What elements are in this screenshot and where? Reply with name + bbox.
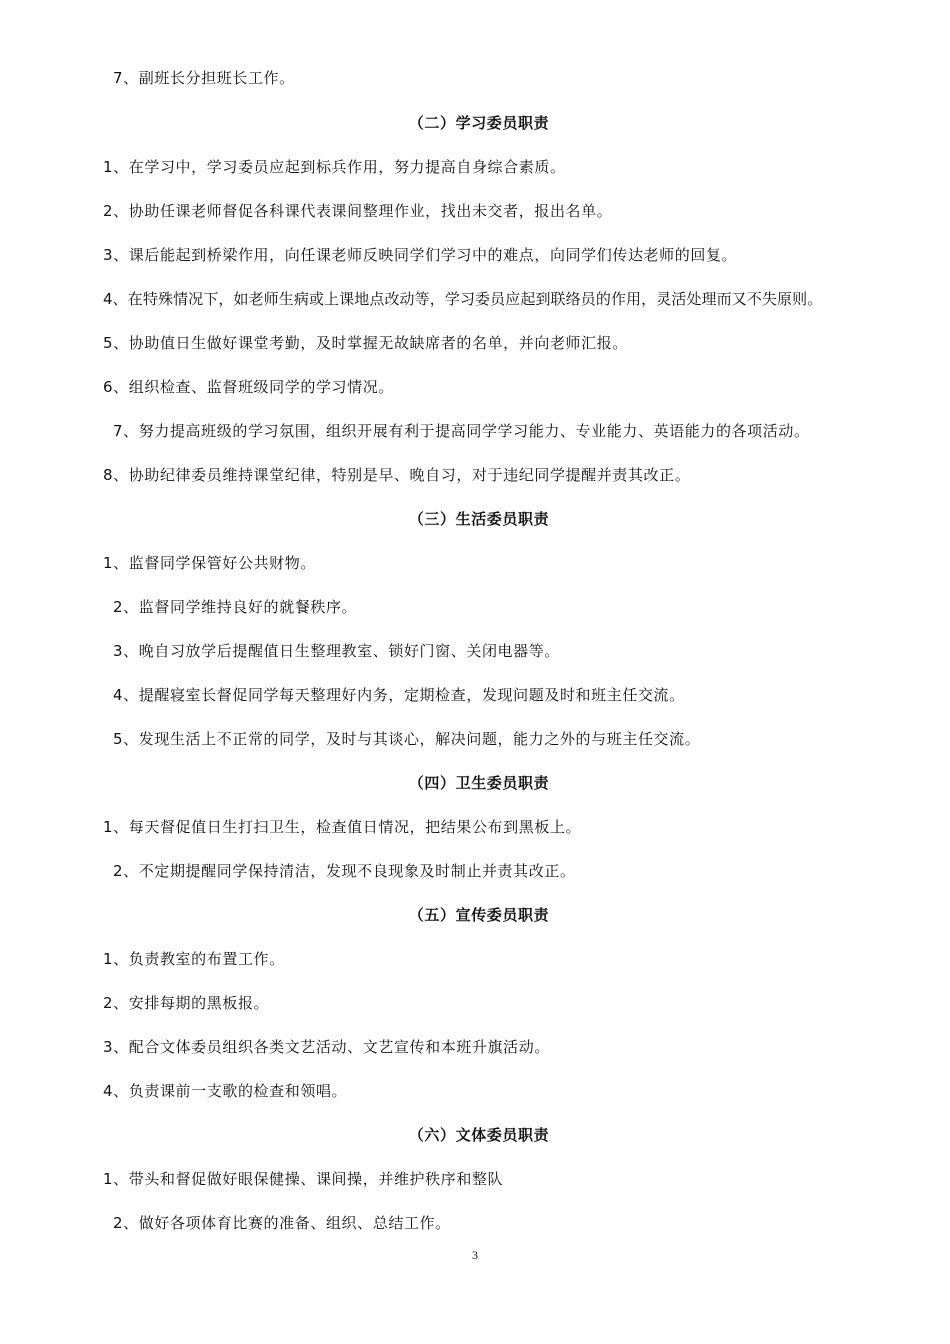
list-item: 1、在学习中，学习委员应起到标兵作用，努力提高自身综合素质。 xyxy=(103,158,566,176)
section-heading: （六）文体委员职责 xyxy=(408,1126,550,1144)
list-item: 7、努力提高班级的学习氛围，组织开展有利于提高同学学习能力、专业能力、英语能力的各项活动。 xyxy=(113,422,810,440)
section-heading: （四）卫生委员职责 xyxy=(408,774,550,792)
list-item: 5、发现生活上不正常的同学，及时与其谈心，解决问题，能力之外的与班主任交流。 xyxy=(113,730,701,748)
list-item: 2、监督同学维持良好的就餐秩序。 xyxy=(113,598,358,616)
list-item: 3、晚自习放学后提醒值日生整理教室、锁好门窗、关闭电器等。 xyxy=(113,642,560,660)
list-item: 3、课后能起到桥梁作用，向任课老师反映同学们学习中的难点，向同学们传达老师的回复。 xyxy=(103,246,738,264)
list-item: 5、协助值日生做好课堂考勤，及时掌握无故缺席者的名单，并向老师汇报。 xyxy=(103,334,628,352)
list-item: 1、监督同学保管好公共财物。 xyxy=(103,554,316,572)
list-item: 8、协助纪律委员维持课堂纪律，特别是早、晚自习，对于违纪同学提醒并责其改正。 xyxy=(103,466,691,484)
list-item: 4、在特殊情况下，如老师生病或上课地点改动等，学习委员应起到联络员的作用，灵活处理而又不失原则。 xyxy=(103,290,823,308)
list-item: 4、提醒寝室长督促同学每天整理好内务，定期检查，发现问题及时和班主任交流。 xyxy=(113,686,685,704)
list-item: 4、负责课前一支歌的检查和领唱。 xyxy=(103,1082,348,1100)
list-item: 2、不定期提醒同学保持清洁，发现不良现象及时制止并责其改正。 xyxy=(113,862,576,880)
list-item: 1、每天督促值日生打扫卫生，检查值日情况，把结果公布到黑板上。 xyxy=(103,818,582,836)
list-item: 2、协助任课老师督促各科课代表课间整理作业，找出未交者，报出名单。 xyxy=(103,202,613,220)
list-item: 3、配合文体委员组织各类文艺活动、文艺宣传和本班升旗活动。 xyxy=(103,1038,550,1056)
page-number: 3 xyxy=(472,1248,478,1262)
list-item: 1、负责教室的布置工作。 xyxy=(103,950,285,968)
list-item: 6、组织检查、监督班级同学的学习情况。 xyxy=(103,378,394,396)
list-item: 2、安排每期的黑板报。 xyxy=(103,994,270,1012)
section-heading: （二）学习委员职责 xyxy=(408,114,550,132)
section-heading: （三）生活委员职责 xyxy=(408,510,550,528)
list-item: 1、带头和督促做好眼保健操、课间操，并维护秩序和整队 xyxy=(103,1170,504,1188)
section-heading: （五）宣传委员职责 xyxy=(408,906,550,924)
list-item: 2、做好各项体育比赛的准备、组织、总结工作。 xyxy=(113,1214,451,1232)
list-item: 7、副班长分担班长工作。 xyxy=(113,69,295,87)
